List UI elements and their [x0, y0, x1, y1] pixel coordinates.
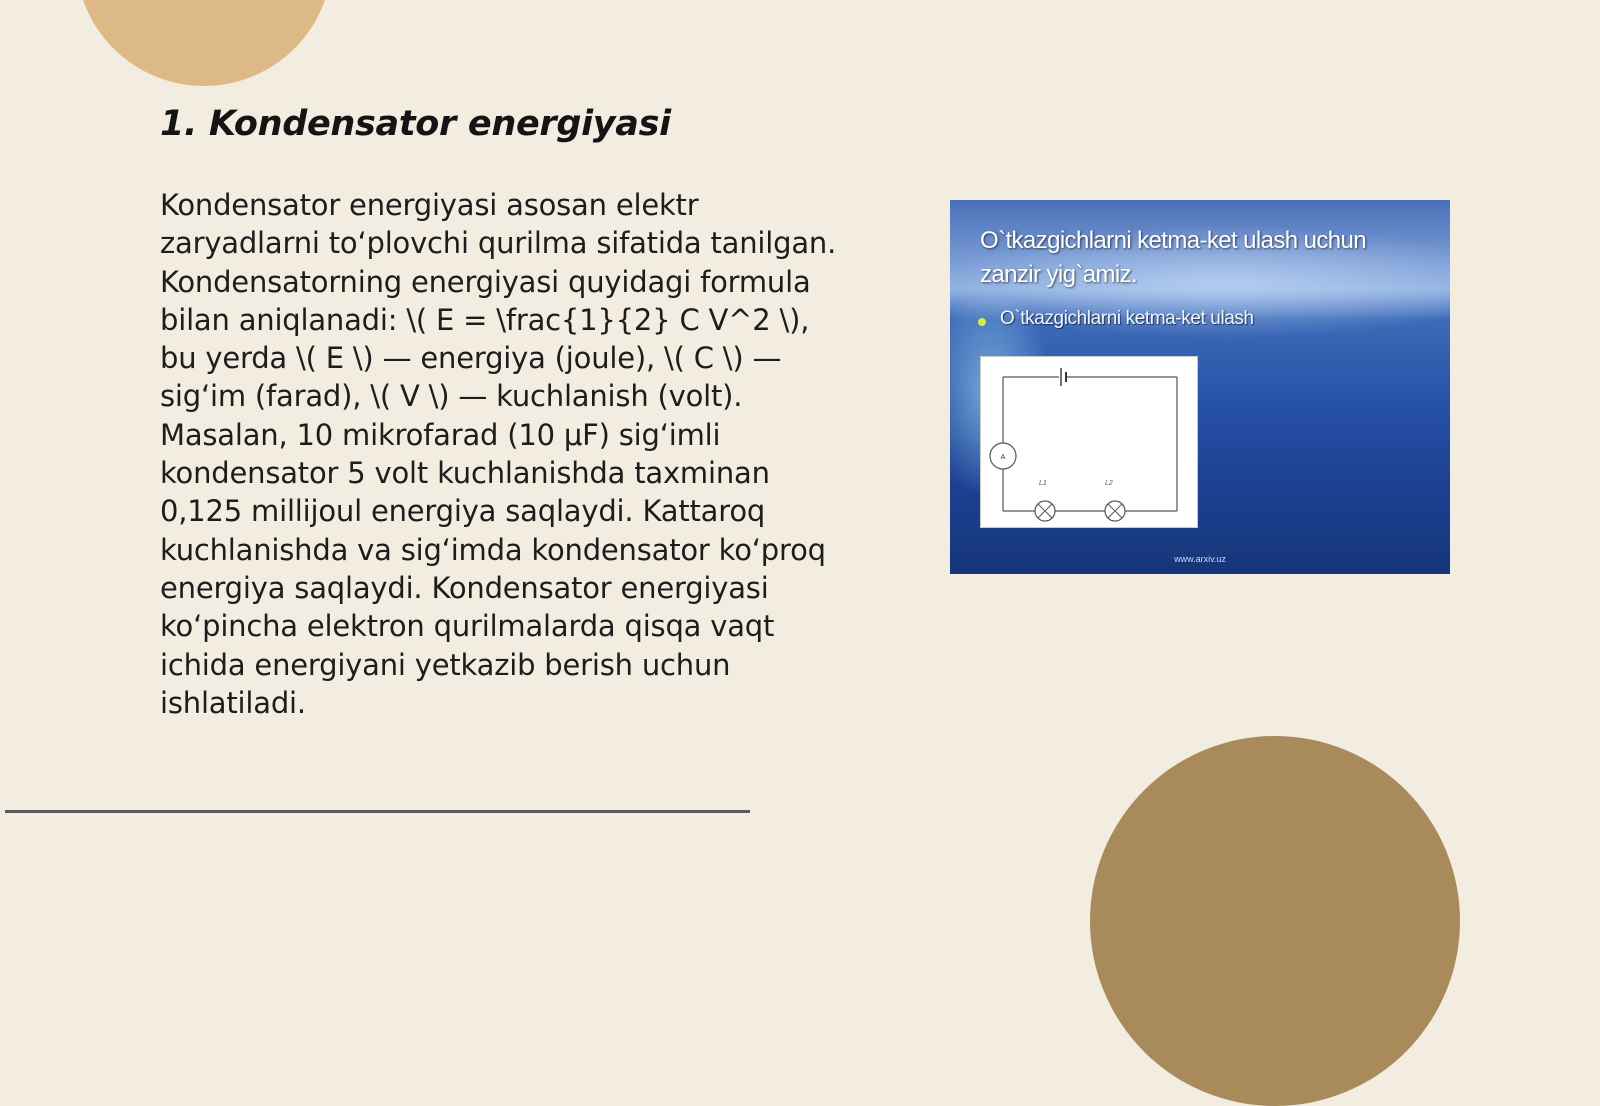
lamp-1-icon [1035, 501, 1055, 521]
ammeter-icon [990, 443, 1016, 469]
bullet-dot-icon [978, 318, 986, 326]
battery-icon [1061, 368, 1066, 386]
divider-line [5, 810, 750, 813]
slide-body-text: Kondensator energiyasi asosan elektr zaryadlarni to‘plovchi qurilma sifatida tanilgan. Kondensatorning energiyasi quyidagi formula bilan aniqlanadi: \( E = \frac{1}{2} C V^2 \), bu yerda \( E \) — energiya (joule), \( C \) — sig‘im (farad), \( V \) — kuchlanish (volt). Masalan, 10 mikrofarad (10 μF) sig‘imli kondensator 5 volt kuchlanishda taxminan 0,125 millijoul energiya saqlaydi. Kattaroq kuchlanishda va sig‘imda kondensator ko‘proq energiya saqlaydi. Kondensator energiyasi ko‘pincha elektron qurilmalarda qisqa vaqt ichida energiyani yetkazib berish uchun ishlatiladi. [160, 188, 837, 720]
ammeter-label: A [1000, 454, 1006, 461]
lamp-2-icon [1105, 501, 1125, 521]
embedded-slide-image [950, 200, 1450, 574]
embedded-slide-bullet: O`tkazgichlarni ketma-ket ulash [1000, 308, 1254, 329]
lamp-2-label: L2 [1105, 480, 1113, 487]
slide-title: 1. Kondensator energiyasi [160, 104, 671, 144]
decorative-circle-top [76, 0, 332, 86]
lamp-1-label: L1 [1039, 480, 1047, 487]
embedded-slide-heading: O`tkazgichlarni ketma-ket ulash uchun zanzir yig`amiz. [980, 227, 1366, 288]
circuit-diagram-svg [981, 357, 1197, 527]
embedded-slide-url: www.arxiv.uz [1174, 554, 1226, 564]
decorative-circle-bottom [1090, 736, 1460, 1106]
circuit-diagram [980, 356, 1198, 528]
